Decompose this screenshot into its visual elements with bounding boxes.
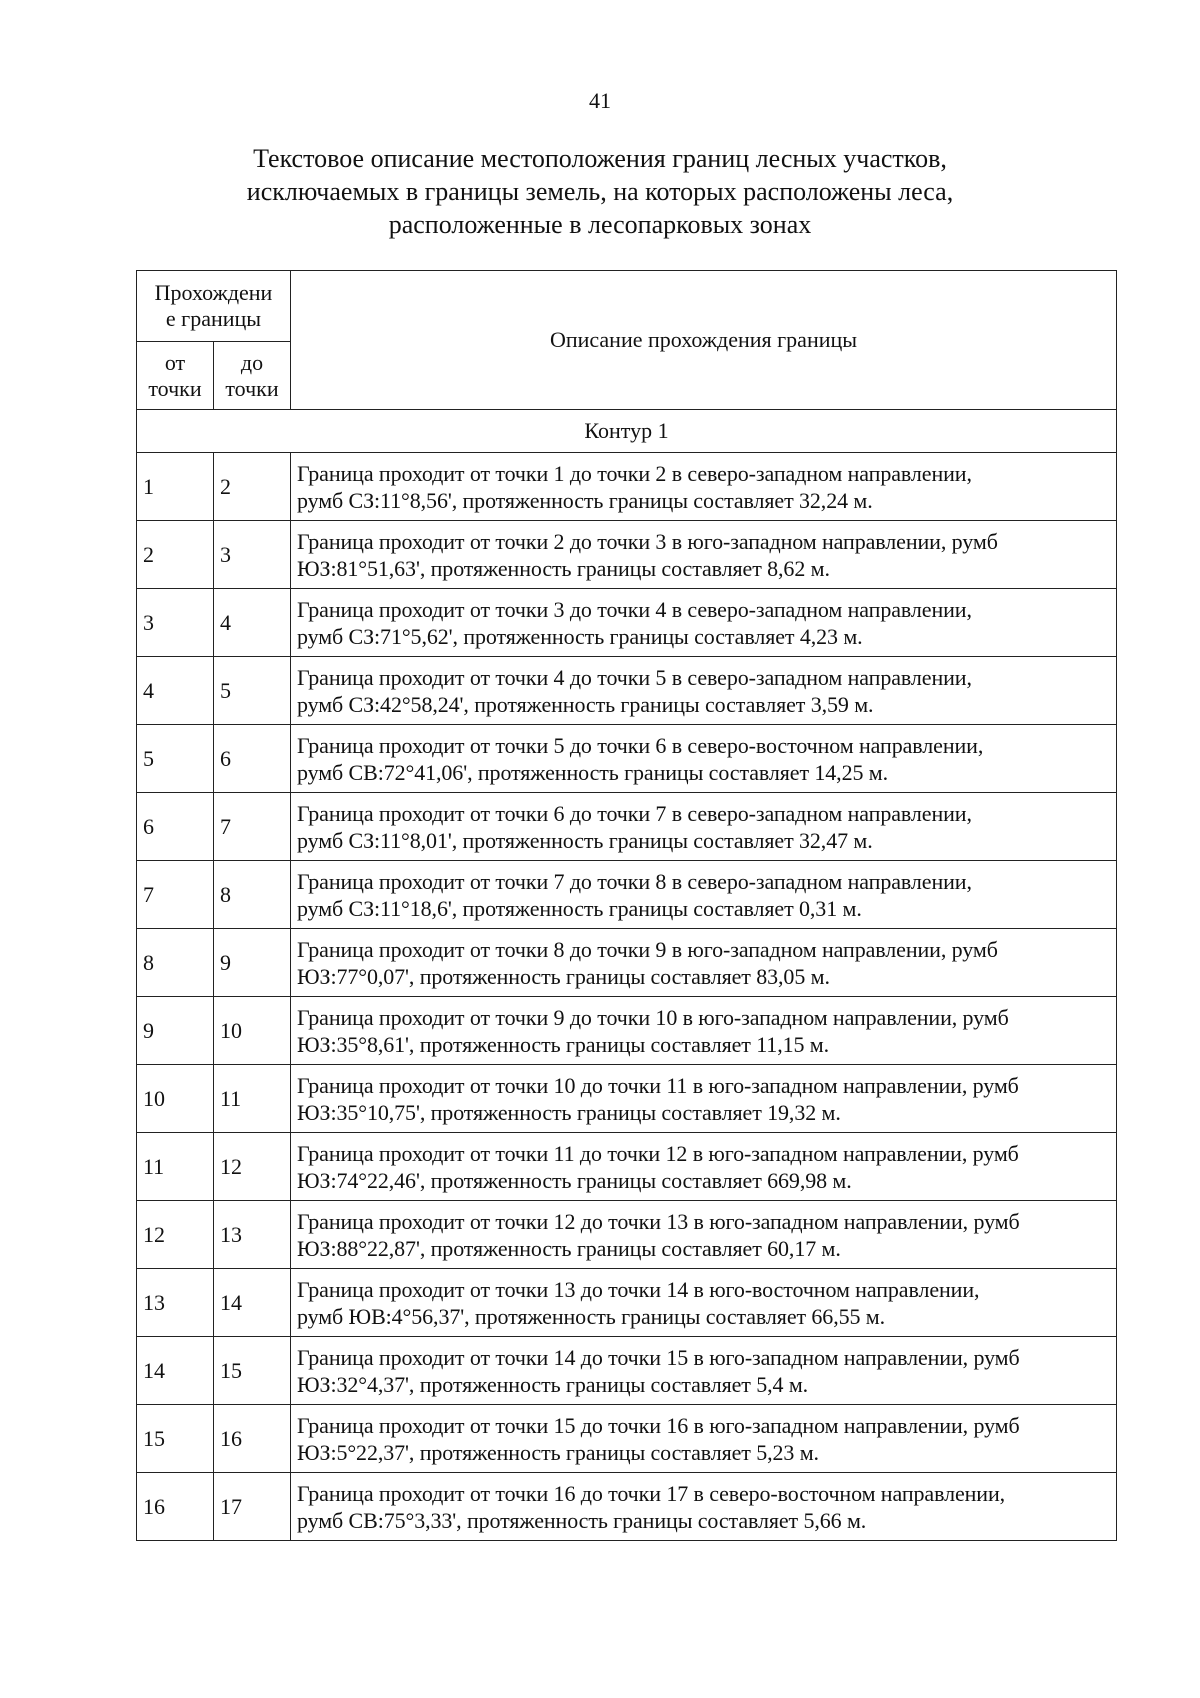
description-line-1: Граница проходит от точки 4 до точки 5 в северо-западном направлении, (297, 664, 972, 690)
to-point-cell: 4 (214, 589, 291, 657)
description-line-1: Граница проходит от точки 11 до точки 12 в юго-западном направлении, румб (297, 1140, 1019, 1166)
contour-label: Контур 1 (137, 410, 1117, 453)
description-line-2: румб СЗ:11°18,6', протяженность границы составляет 0,31 м. (297, 895, 862, 921)
from-point-cell: 7 (137, 861, 214, 929)
description-cell (291, 1405, 1117, 1473)
contour-row (137, 410, 1117, 453)
to-point-cell: 15 (214, 1337, 291, 1405)
from-point-cell: 14 (137, 1337, 214, 1405)
table-row (137, 861, 1117, 929)
from-point-cell: 10 (137, 1065, 214, 1133)
description-line-2: румб СЗ:11°8,56', протяженность границы составляет 32,24 м. (297, 487, 873, 513)
description-cell (291, 1473, 1117, 1541)
description-line-2: румб СЗ:11°8,01', протяженность границы составляет 32,47 м. (297, 827, 873, 853)
to-point-cell: 2 (214, 453, 291, 521)
table-row (137, 1473, 1117, 1541)
table-row (137, 793, 1117, 861)
from-point-cell: 11 (137, 1133, 214, 1201)
description-cell (291, 657, 1117, 725)
page-number: 41 (589, 88, 611, 113)
to-point-cell: 16 (214, 1405, 291, 1473)
to-point-cell: 9 (214, 929, 291, 997)
header-group-line-1: Прохождени (154, 280, 273, 305)
to-point-cell: 13 (214, 1201, 291, 1269)
description-line-1: Граница проходит от точки 1 до точки 2 в северо-западном направлении, (297, 460, 972, 486)
description-line-1: Граница проходит от точки 14 до точки 15 в юго-западном направлении, румб (297, 1344, 1020, 1370)
table-row (137, 521, 1117, 589)
header-boundary-passage (137, 271, 291, 342)
table-row (137, 1269, 1117, 1337)
description-line-2: ЮЗ:5°22,37', протяженность границы составляет 5,23 м. (297, 1439, 819, 1465)
description-line-1: Граница проходит от точки 16 до точки 17 в северо-восточном направлении, (297, 1480, 1006, 1506)
description-cell (291, 453, 1117, 521)
description-cell (291, 1065, 1117, 1133)
description-cell (291, 1337, 1117, 1405)
description-cell (291, 997, 1117, 1065)
to-point-cell: 12 (214, 1133, 291, 1201)
description-line-2: ЮЗ:81°51,63', протяженность границы составляет 8,62 м. (297, 555, 830, 581)
table-row (137, 929, 1117, 997)
table-row (137, 1405, 1117, 1473)
to-point-cell: 3 (214, 521, 291, 589)
from-point-cell: 5 (137, 725, 214, 793)
header-to-line-2: точки (225, 375, 279, 401)
description-cell (291, 1269, 1117, 1337)
description-cell (291, 521, 1117, 589)
description-line-2: румб СЗ:71°5,62', протяженность границы составляет 4,23 м. (297, 623, 863, 649)
title-line-2: исключаемых в границы земель, на которых расположены леса, (246, 177, 954, 206)
description-line-2: ЮЗ:35°8,61', протяженность границы составляет 11,15 м. (297, 1031, 830, 1057)
header-group-line-2: е границы (165, 306, 262, 331)
description-line-2: ЮЗ:88°22,87', протяженность границы составляет 60,17 м. (297, 1235, 841, 1261)
to-point-cell: 7 (214, 793, 291, 861)
description-line-2: ЮЗ:32°4,37', протяженность границы составляет 5,4 м. (297, 1371, 809, 1397)
table-row (137, 1133, 1117, 1201)
document-title (150, 142, 1050, 241)
from-point-cell: 12 (137, 1201, 214, 1269)
description-cell (291, 793, 1117, 861)
description-line-2: румб СВ:72°41,06', протяженность границы составляет 14,25 м. (297, 759, 888, 785)
header-from-line-2: точки (148, 375, 202, 401)
boundary-table (136, 270, 1117, 1541)
table-row (137, 453, 1117, 521)
from-point-cell: 8 (137, 929, 214, 997)
description-cell (291, 589, 1117, 657)
header-from-point (137, 342, 214, 410)
description-line-1: Граница проходит от точки 10 до точки 11 в юго-западном направлении, румб (297, 1072, 1019, 1098)
from-point-cell: 1 (137, 453, 214, 521)
to-point-cell: 14 (214, 1269, 291, 1337)
from-point-cell: 3 (137, 589, 214, 657)
from-point-cell: 6 (137, 793, 214, 861)
description-line-2: ЮЗ:35°10,75', протяженность границы составляет 19,32 м. (297, 1099, 841, 1125)
description-line-1: Граница проходит от точки 7 до точки 8 в северо-западном направлении, (297, 868, 972, 894)
from-point-cell: 2 (137, 521, 214, 589)
header-description: Описание прохождения границы (291, 271, 1117, 410)
table-row (137, 997, 1117, 1065)
description-cell (291, 861, 1117, 929)
description-line-1: Граница проходит от точки 15 до точки 16 в юго-западном направлении, румб (297, 1412, 1020, 1438)
from-point-cell: 15 (137, 1405, 214, 1473)
table-row (137, 657, 1117, 725)
title-line-1: Текстовое описание местоположения границ лесных участков, (253, 144, 947, 173)
table-row (137, 589, 1117, 657)
description-cell (291, 1133, 1117, 1201)
to-point-cell: 6 (214, 725, 291, 793)
description-line-1: Граница проходит от точки 8 до точки 9 в юго-западном направлении, румб (297, 936, 998, 962)
description-line-2: румб ЮВ:4°56,37', протяженность границы составляет 66,55 м. (297, 1303, 886, 1329)
description-line-1: Граница проходит от точки 12 до точки 13 в юго-западном направлении, румб (297, 1208, 1020, 1234)
description-cell (291, 1201, 1117, 1269)
description-line-2: ЮЗ:74°22,46', протяженность границы составляет 669,98 м. (297, 1167, 852, 1193)
header-to-point (214, 342, 291, 410)
description-line-2: ЮЗ:77°0,07', протяженность границы составляет 83,05 м. (297, 963, 830, 989)
description-line-1: Граница проходит от точки 2 до точки 3 в юго-западном направлении, румб (297, 528, 998, 554)
from-point-cell: 9 (137, 997, 214, 1065)
description-line-2: румб СВ:75°3,33', протяженность границы составляет 5,66 м. (297, 1507, 867, 1533)
to-point-cell: 10 (214, 997, 291, 1065)
header-to-line-1: до (240, 349, 264, 375)
description-line-1: Граница проходит от точки 3 до точки 4 в северо-западном направлении, (297, 596, 972, 622)
from-point-cell: 16 (137, 1473, 214, 1541)
description-line-2: румб СЗ:42°58,24', протяженность границы составляет 3,59 м. (297, 691, 874, 717)
to-point-cell: 8 (214, 861, 291, 929)
table-row (137, 1337, 1117, 1405)
description-cell (291, 725, 1117, 793)
title-line-3: расположенные в лесопарковых зонах (388, 210, 812, 239)
to-point-cell: 11 (214, 1065, 291, 1133)
from-point-cell: 13 (137, 1269, 214, 1337)
description-cell (291, 929, 1117, 997)
description-line-1: Граница проходит от точки 5 до точки 6 в северо-восточном направлении, (297, 732, 984, 758)
from-point-cell: 4 (137, 657, 214, 725)
table-row (137, 1201, 1117, 1269)
header-from-line-1: от (164, 349, 186, 375)
description-line-1: Граница проходит от точки 9 до точки 10 в юго-западном направлении, румб (297, 1004, 1009, 1030)
description-line-1: Граница проходит от точки 13 до точки 14 в юго-восточном направлении, (297, 1276, 980, 1302)
to-point-cell: 17 (214, 1473, 291, 1541)
description-line-1: Граница проходит от точки 6 до точки 7 в северо-западном направлении, (297, 800, 972, 826)
table-row (137, 725, 1117, 793)
table-row (137, 1065, 1117, 1133)
to-point-cell: 5 (214, 657, 291, 725)
